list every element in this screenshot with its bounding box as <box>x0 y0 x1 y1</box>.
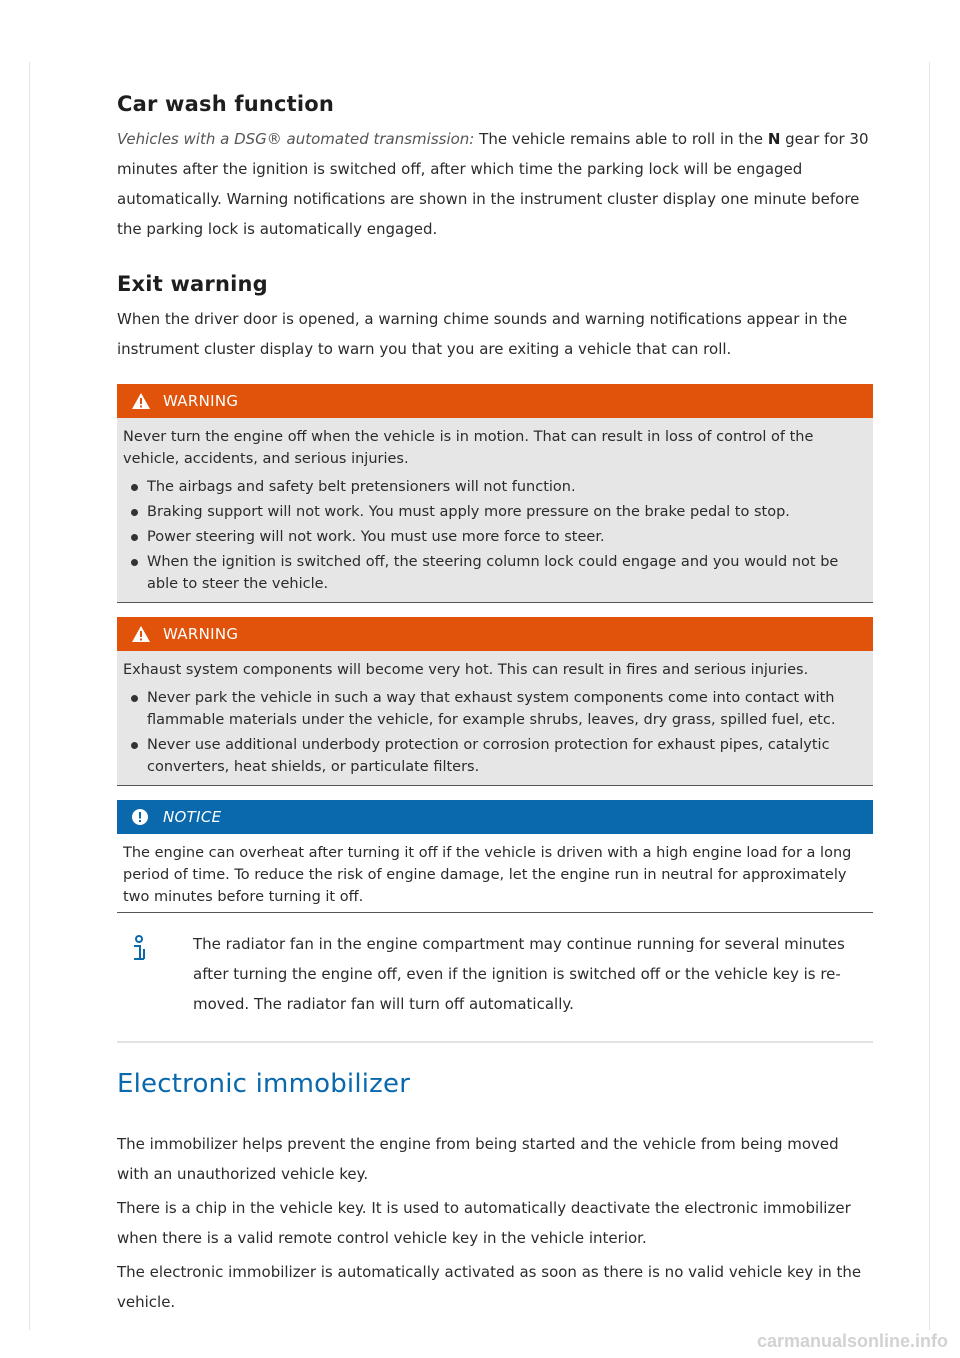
warning-header <box>117 384 873 418</box>
exclamation-circle-icon <box>131 808 151 826</box>
immobilizer-paragraph: The immobilizer helps prevent the engine from being started and the vehicle from being moved with an unauthorized vehicle key. <box>117 1135 839 1183</box>
warning-box-engine-off <box>117 384 873 603</box>
notice-box <box>117 800 873 913</box>
list-item: Braking support will not work. You must apply more pressure on the brake pedal to stop. <box>147 501 867 523</box>
list-item: When the ignition is switched off, the steering column lock could engage and you would not be able to steer the vehicle. <box>147 551 867 595</box>
list-item: Never park the vehicle in such a way that exhaust system components come into contact with flammable materials under the vehicle, for example shrubs, leaves, dry grass, spilled fuel, etc. <box>147 687 867 731</box>
warning-list <box>123 687 867 778</box>
watermark: carmanualsonline.info <box>756 1331 948 1351</box>
warning-label: WARNING <box>163 625 239 643</box>
notice-label: NOTICE <box>163 808 222 826</box>
warning-header <box>117 617 873 651</box>
gear-n-label: N <box>767 130 781 148</box>
page-margin-right <box>929 62 930 1330</box>
warning-body <box>117 418 873 603</box>
warning-intro: Never turn the engine off when the vehicle is in motion. That can result in loss of control of the vehicle, accidents, and serious injuries. <box>123 429 814 467</box>
notice-header <box>117 800 873 834</box>
exit-warning-text: When the driver door is opened, a warning chime sounds and warning notifications appear in the instrument cluster display to warn you that you are exiting a vehicle that can roll. <box>117 310 848 358</box>
carwash-lead: Vehicles with a DSG® automated transmission: <box>117 130 475 148</box>
exit-warning-section <box>117 272 873 364</box>
warning-triangle-icon <box>131 392 151 410</box>
warning-intro: Exhaust system components will become very hot. This can result in fires and serious injuries. <box>123 662 809 678</box>
warning-label: WARNING <box>163 392 239 410</box>
immobilizer-paragraph: There is a chip in the vehicle key. It is used to automatically deactivate the electronic immobilizer when there is a valid remote control vehicle key in the vehicle interior. <box>117 1199 851 1247</box>
warning-triangle-icon <box>131 625 151 643</box>
carwash-text-2: gear for 30 minutes after the ignition is switched off, after which time the parking lock will be engaged automatically. Warning notifications are shown in the instrument cluster display one minute before the parking lock is automatically engaged. <box>117 130 869 238</box>
exit-warning-title: Exit warning <box>117 272 268 296</box>
carwash-section <box>117 92 873 244</box>
notice-text: The engine can overheat after turning it off if the vehicle is driven with a high engine load for a long period of time. To reduce the risk of engine damage, let the engine run in neutral for approximately two minutes before turning it off. <box>123 845 852 905</box>
info-tip-icon <box>117 929 193 1019</box>
list-item: Never use additional underbody protection or corrosion protection for exhaust pipes, catalytic converters, heat shields, or particulate filters. <box>147 734 867 778</box>
warning-box-exhaust <box>117 617 873 786</box>
carwash-text-1: The vehicle remains able to roll in the <box>479 130 764 148</box>
tip-text: The radiator fan in the engine compartment may continue running for several minutes after turning the engine off, even if the ignition is switched off or the vehicle key is removed. The radiator fan will turn off automatically. <box>193 935 845 1013</box>
immobilizer-title: Electronic immobilizer <box>117 1069 411 1099</box>
carwash-paragraph <box>117 124 873 244</box>
list-item: The airbags and safety belt pretensioners will not function. <box>147 476 867 498</box>
list-item: Power steering will not work. You must use more force to steer. <box>147 526 867 548</box>
page-margin-left <box>29 62 30 1330</box>
notice-body <box>117 834 873 913</box>
section-divider <box>117 1041 873 1043</box>
warning-body <box>117 651 873 786</box>
tip-note <box>117 929 873 1019</box>
immobilizer-paragraph: The electronic immobilizer is automatically activated as soon as there is no valid vehicle key in the vehicle. <box>117 1263 862 1311</box>
immobilizer-section <box>117 1069 873 1317</box>
warning-list <box>123 476 867 595</box>
page-content <box>117 92 873 1321</box>
carwash-title: Car wash function <box>117 92 335 116</box>
